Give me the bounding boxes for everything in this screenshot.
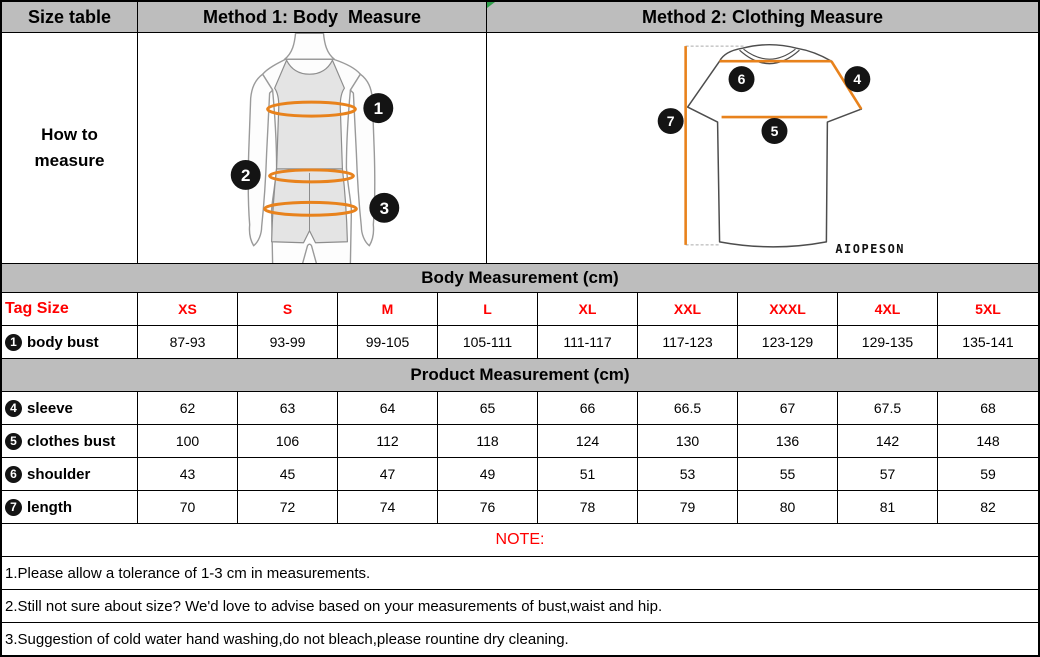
value-cell: 118 xyxy=(438,425,538,458)
size-header-cell: XXXL xyxy=(738,293,838,326)
size-header-cell: XXL xyxy=(638,293,738,326)
value-cell: 49 xyxy=(438,458,538,491)
value-cell: 111-117 xyxy=(538,326,638,359)
value-cell: 51 xyxy=(538,458,638,491)
value-cell: 59 xyxy=(938,458,1038,491)
value-cell: 72 xyxy=(238,491,338,524)
value-cell: 76 xyxy=(438,491,538,524)
value-cell: 142 xyxy=(838,425,938,458)
value-cell: 99-105 xyxy=(338,326,438,359)
note-title: NOTE: xyxy=(2,524,1038,557)
value-cell: 124 xyxy=(538,425,638,458)
method2-header-label: Method 2: Clothing Measure xyxy=(641,6,883,27)
value-cell: 130 xyxy=(638,425,738,458)
top-section xyxy=(2,2,1038,264)
left-arm-outline xyxy=(248,74,272,246)
clothing-measure-diagram-cell xyxy=(487,33,1038,264)
size-header-cell: S xyxy=(238,293,338,326)
how-to-measure-label: How to measure xyxy=(2,33,138,264)
body-measure-diagram-cell xyxy=(138,33,487,264)
value-cell: 63 xyxy=(238,392,338,425)
note-item: 3.Suggestion of cold water hand washing,do not bleach,please rountine dry cleaning. xyxy=(5,630,569,648)
value-cell: 62 xyxy=(138,392,238,425)
value-cell: 129-135 xyxy=(838,326,938,359)
size-header-cell: 4XL xyxy=(838,293,938,326)
size-header-cell: L xyxy=(438,293,538,326)
row-label-text: shoulder xyxy=(27,465,91,483)
badge-7: 7 xyxy=(666,113,675,130)
value-cell: 67.5 xyxy=(838,392,938,425)
size-header-cell: M xyxy=(338,293,438,326)
note-item: 1.Please allow a tolerance of 1-3 cm in measurements. xyxy=(2,557,1038,590)
row-label-text: clothes bust xyxy=(27,432,116,450)
value-cell: 67 xyxy=(738,392,838,425)
value-cell: 78 xyxy=(538,491,638,524)
row-badge: 7 xyxy=(5,499,22,516)
row-label-clothes-bust xyxy=(2,425,138,458)
badge-3: 3 xyxy=(379,198,390,218)
value-cell: 82 xyxy=(938,491,1038,524)
tag-size-label: Tag Size xyxy=(2,293,138,326)
value-cell: 64 xyxy=(338,392,438,425)
badge-6: 6 xyxy=(737,71,746,88)
size-header-cell: 5XL xyxy=(938,293,1038,326)
value-cell: 80 xyxy=(738,491,838,524)
value-cell: 47 xyxy=(338,458,438,491)
value-cell: 105-111 xyxy=(438,326,538,359)
tshirt-diagram xyxy=(487,33,1038,264)
badge-4: 4 xyxy=(853,71,862,88)
body-diagram xyxy=(138,33,486,264)
size-header-cell: XS xyxy=(138,293,238,326)
measurement-table xyxy=(2,264,1038,524)
row-label-text: sleeve xyxy=(27,399,73,417)
value-cell: 148 xyxy=(938,425,1038,458)
value-cell: 123-129 xyxy=(738,326,838,359)
value-cell: 43 xyxy=(138,458,238,491)
value-cell: 45 xyxy=(238,458,338,491)
value-cell: 117-123 xyxy=(638,326,738,359)
product-measurement-title: Product Measurement (cm) xyxy=(2,359,1038,392)
value-cell: 57 xyxy=(838,458,938,491)
value-cell: 136 xyxy=(738,425,838,458)
value-cell: 135-141 xyxy=(938,326,1038,359)
method2-header xyxy=(487,2,1038,33)
value-cell: 66 xyxy=(538,392,638,425)
value-cell: 55 xyxy=(738,458,838,491)
note-item: 2.Still not sure about size? We'd love to advise based on your measurements of bust,waist and hip. xyxy=(2,590,1038,623)
badge-1: 1 xyxy=(373,99,384,119)
value-cell: 100 xyxy=(138,425,238,458)
row-label-text: body bust xyxy=(27,333,99,351)
value-cell: 87-93 xyxy=(138,326,238,359)
value-cell: 93-99 xyxy=(238,326,338,359)
value-cell: 79 xyxy=(638,491,738,524)
row-label-length xyxy=(2,491,138,524)
tshirt-outline xyxy=(688,45,862,247)
value-cell: 74 xyxy=(338,491,438,524)
value-cell: 81 xyxy=(838,491,938,524)
row-label-shoulder xyxy=(2,458,138,491)
body-measurement-title: Body Measurement (cm) xyxy=(2,264,1038,293)
notes-section xyxy=(2,524,1038,655)
green-corner-marker xyxy=(487,2,495,8)
value-cell: 112 xyxy=(338,425,438,458)
method1-header: Method 1: Body Measure xyxy=(138,2,487,33)
value-cell: 70 xyxy=(138,491,238,524)
row-label-body-bust xyxy=(2,326,138,359)
neck-outline xyxy=(285,33,335,59)
row-badge: 4 xyxy=(5,400,22,417)
brand-text: AIOPESON xyxy=(835,241,905,256)
row-label-sleeve xyxy=(2,392,138,425)
value-cell: 66.5 xyxy=(638,392,738,425)
value-cell: 68 xyxy=(938,392,1038,425)
row-label-text: length xyxy=(27,498,72,516)
badge-2: 2 xyxy=(240,165,251,185)
badge-5: 5 xyxy=(770,123,779,140)
row-badge: 5 xyxy=(5,433,22,450)
row-badge: 1 xyxy=(5,334,22,351)
value-cell: 65 xyxy=(438,392,538,425)
size-header-cell: XL xyxy=(538,293,638,326)
value-cell: 53 xyxy=(638,458,738,491)
size-table-header: Size table xyxy=(2,2,138,33)
row-badge: 6 xyxy=(5,466,22,483)
value-cell: 106 xyxy=(238,425,338,458)
